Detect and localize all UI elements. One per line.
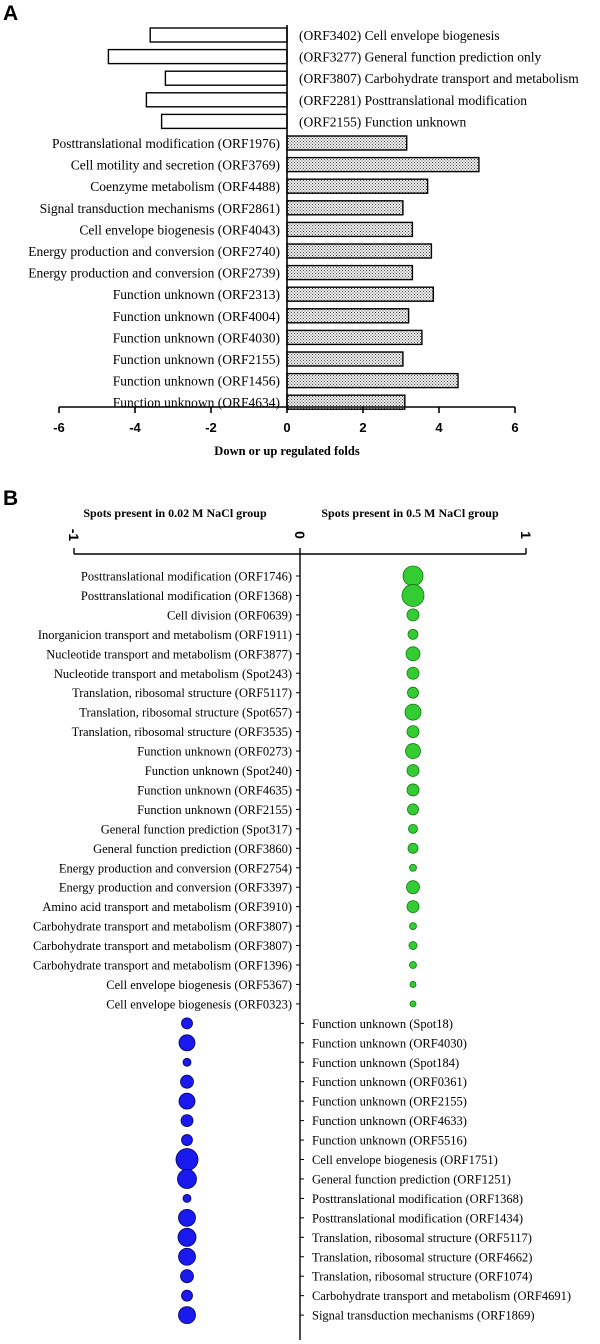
blue-bubble [182,1290,193,1301]
x-tick-label: -4 [129,420,141,435]
x-axis-label: Down or up regulated folds [214,444,360,458]
panel-b-bubble-chart [33,506,571,1340]
bar-label: Function unknown (ORF2313) [112,287,280,303]
bubble-label: Carbohydrate transport and metabolism (ORF4691) [312,1289,571,1304]
bubble-label: Function unknown (Spot184) [312,1055,460,1070]
bubble-label: Translation, ribosomal structure (ORF5117) [72,686,292,701]
bar-label: Function unknown (ORF2155) [112,352,280,367]
green-bubble [410,864,417,871]
green-bubble [405,704,421,720]
bar-hatched-0 [287,136,407,150]
blue-bubble [178,1228,196,1246]
green-bubble [408,843,418,853]
green-bubble [406,647,420,661]
bar-hatched-2 [287,179,428,193]
bubble-label: Posttranslational modification (ORF1746) [80,569,292,584]
bubble-label: Function unknown (ORF0361) [312,1075,467,1090]
blue-bubble [178,1169,197,1188]
green-bubble [408,629,418,639]
green-bubble [410,1001,416,1007]
bar-label: Cell motility and secretion (ORF3769) [70,157,280,173]
blue-bubble [183,1058,191,1066]
bar-hatched-8 [287,309,409,323]
group-label: Spots present in 0.02 M NaCl group [83,506,267,520]
green-bubble [410,923,417,930]
green-bubble [409,824,418,833]
bubble-label: Translation, ribosomal structure (ORF3535) [71,725,292,740]
bar-hatched-6 [287,266,412,280]
bubble-label: Function unknown (ORF2155) [137,802,292,817]
bar-hatched-5 [287,244,431,258]
bubble-label: Function unknown (Spot240) [144,764,292,778]
bubble-label: Function unknown (ORF2155) [312,1094,467,1109]
bubble-label: Function unknown (ORF0273) [137,744,292,759]
bubble-label: Cell envelope biogenesis (ORF5367) [106,977,292,992]
blue-bubble [182,1018,193,1029]
bar-label: Function unknown (ORF4634) [112,395,280,411]
bar-label: Function unknown (ORF4004) [112,308,280,324]
bar-open-2 [165,71,287,85]
bubble-label: Nucleotide transport and metabolism (ORF3877) [46,647,292,662]
bar-label: Coenzyme metabolism (ORF4488) [90,179,280,195]
bubble-label: Carbohydrate transport and metabolism (ORF3807) [33,919,292,934]
green-bubble [407,765,419,777]
green-bubble [410,981,416,987]
bubble-label: Energy production and conversion (ORF2754) [58,861,292,876]
bar-label: (ORF3807) Carbohydrate transport and metabolism [299,71,579,87]
green-bubble [410,962,417,969]
green-bubble [407,726,419,738]
green-bubble [408,687,419,698]
bar-hatched-3 [287,201,403,215]
bubble-label: Inorganicion transport and metabolism (ORF1911) [37,627,292,642]
bar-hatched-1 [287,158,479,172]
bubble-label: Posttranslational modification (ORF1368) [80,588,292,603]
panel-b-letter: B [3,487,19,510]
bubble-label: Amino acid transport and metabolism (ORF3910) [42,900,292,915]
bar-label: Energy production and conversion (ORF2740) [28,244,280,259]
bubble-label: Cell envelope biogenesis (ORF1751) [312,1153,498,1167]
green-bubble [407,667,419,679]
green-bubble [407,609,419,621]
green-bubble [406,744,421,759]
bubble-label: General function prediction (ORF1251) [312,1172,511,1187]
bubble-label: Energy production and conversion (ORF3397) [58,880,292,895]
green-bubble [409,942,417,950]
bubble-label: Function unknown (ORF5516) [312,1133,467,1148]
bar-label: Function unknown (ORF1456) [112,373,280,389]
bar-label: (ORF3402) Cell envelope biogenesis [299,28,500,43]
green-bubble [407,901,419,913]
panel-a-letter: A [3,2,19,25]
top-axis-tick-label: -1 [66,528,82,542]
panel-a-bar-chart [28,25,579,458]
bar-label: Energy production and conversion (ORF2739) [28,265,280,281]
bubble-label: Nucleotide transport and metabolism (Spot243) [53,666,292,681]
bubble-label: Carbohydrate transport and metabolism (ORF1396) [33,958,292,973]
blue-bubble [176,1149,198,1171]
bar-label: Cell envelope biogenesis (ORF4043) [79,222,280,238]
bar-hatched-9 [287,330,422,344]
bubble-label: Posttranslational modification (ORF1434) [312,1211,524,1226]
x-tick-label: 4 [435,420,443,435]
bar-label: (ORF2155) Function unknown [299,114,467,130]
bar-open-0 [150,28,287,42]
bar-open-3 [146,93,287,107]
blue-bubble [182,1135,193,1146]
bar-open-1 [108,50,287,64]
blue-bubble [183,1194,191,1202]
blue-bubble [181,1115,193,1127]
bubble-label: Function unknown (ORF4633) [312,1114,467,1129]
bubble-label: Translation, ribosomal structure (ORF5117) [312,1230,532,1245]
blue-bubble [179,1035,195,1051]
green-bubble [407,784,419,796]
blue-bubble [179,1093,195,1109]
bar-hatched-11 [287,374,458,388]
bar-hatched-10 [287,352,403,366]
top-axis-tick-label: 0 [292,531,308,539]
bar-label: Function unknown (ORF4030) [112,330,280,346]
bar-open-4 [162,114,287,128]
green-bubble [402,584,424,606]
green-bubble [403,566,423,586]
blue-bubble [179,1248,196,1265]
blue-bubble [181,1270,194,1283]
bubble-label: Signal transduction mechanisms (ORF1869) [312,1308,535,1323]
green-bubble [408,804,419,815]
x-tick-label: 6 [511,420,519,435]
bubble-label: Translation, ribosomal structure (ORF1074) [312,1269,533,1284]
x-tick-label: 2 [359,420,367,435]
x-tick-label: -6 [53,420,65,435]
bubble-label: Carbohydrate transport and metabolism (ORF3807) [33,939,292,954]
bar-label: (ORF2281) Posttranslational modification [299,92,527,108]
bar-label: Signal transduction mechanisms (ORF2861) [39,200,280,216]
bar-label: (ORF3277) General function prediction only [299,49,542,65]
bubble-label: General function prediction (Spot317) [100,822,292,837]
top-axis-tick-label: 1 [518,531,534,539]
bubble-label: Posttranslational modification (ORF1368) [312,1191,524,1206]
bubble-label: General function prediction (ORF3860) [93,841,292,856]
bubble-label: Function unknown (ORF4030) [312,1036,467,1051]
bar-label: Posttranslational modification (ORF1976) [52,136,280,151]
x-tick-label: 0 [283,420,291,435]
bubble-label: Cell division (ORF0639) [166,608,292,623]
bar-hatched-7 [287,287,433,301]
bubble-label: Function unknown (ORF4635) [137,783,292,798]
blue-bubble [181,1075,194,1088]
green-bubble [407,881,420,894]
bar-hatched-4 [287,222,412,236]
bubble-label: Function unknown (Spot18) [312,1016,453,1031]
bubble-label: Translation, ribosomal structure (Spot657) [79,705,292,720]
blue-bubble [179,1307,196,1324]
bubble-label: Translation, ribosomal structure (ORF4662) [312,1250,533,1265]
bubble-label: Cell envelope biogenesis (ORF0323) [106,997,292,1012]
group-label: Spots present in 0.5 M NaCl group [321,506,499,520]
x-tick-label: -2 [205,420,217,435]
blue-bubble [179,1209,196,1226]
